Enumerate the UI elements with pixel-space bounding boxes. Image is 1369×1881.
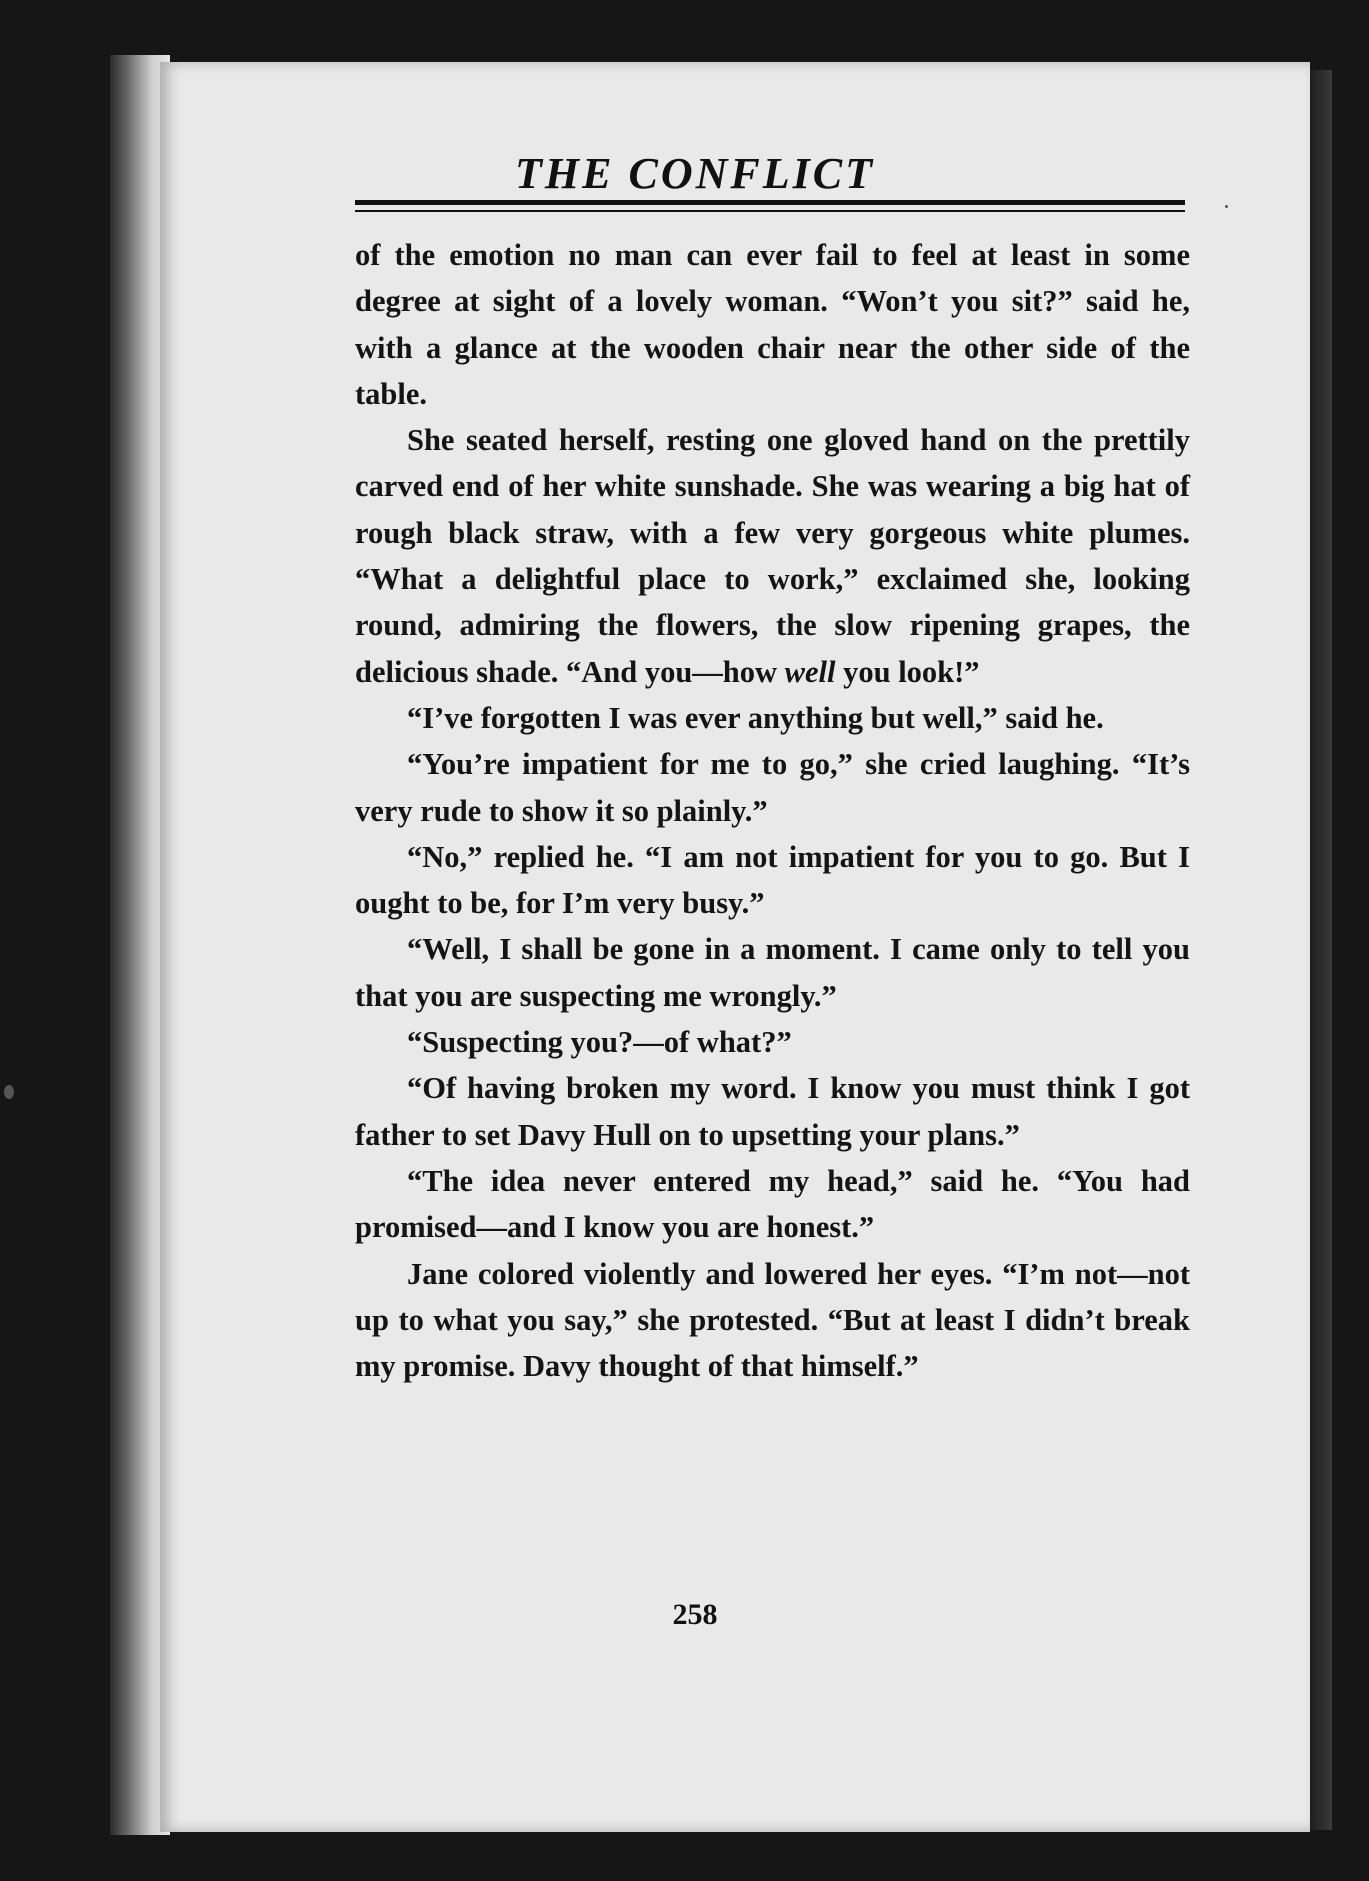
- paragraph-text: of the emotion no man can ever fail to feel at least in some degree at sight of a lovely woman. “Won’t you sit?” said he, with a glance at the wooden chair near the other side of the table.: [355, 238, 1190, 411]
- paragraph: [355, 1065, 1190, 1158]
- paragraph: [355, 1158, 1190, 1251]
- paragraph: [355, 1251, 1190, 1390]
- paragraph-text: “You’re impatient for me to go,” she cried laughing. “It’s very rude to show it so plainly.”: [355, 747, 1190, 828]
- paragraph-text: “The idea never entered my head,” said he. “You had promised—and I know you are honest.”: [355, 1163, 1190, 1245]
- header-rule-thin: [355, 210, 1185, 212]
- paragraph-text: She seated herself, resting one gloved hand on the prettily carved end of her white sunshade. She was wearing a big hat of rough black straw, with a few very gorgeous white plumes. “What a delightful place to work,” exclaimed she, looking round, admiring the flowers, the slow ripening grapes, the delicious shade. “And you—how: [355, 423, 1190, 689]
- paragraph-text: you look!”: [835, 654, 980, 689]
- paragraph-text: Jane colored violently and lowered her eyes. “I’m not—not up to what you say,” she protested. “But at least I didn’t break my promise. Davy thought of that himself.”: [355, 1256, 1190, 1384]
- facing-page-edge: [1310, 70, 1332, 1830]
- paragraph: [355, 926, 1190, 1019]
- paragraph: [355, 1019, 1190, 1065]
- paragraph-text: “Well, I shall be gone in a moment. I came only to tell you that you are suspecting me wrongly.”: [355, 932, 1190, 1013]
- body-text: [355, 232, 1190, 1389]
- paragraph-text: “I’ve forgotten I was ever anything but well,” said he.: [407, 700, 1104, 735]
- scan-speck: [4, 1085, 14, 1099]
- running-head: THE CONFLICT: [515, 149, 875, 198]
- page-number: 258: [672, 1598, 718, 1631]
- paragraph: [355, 741, 1190, 834]
- paragraph-text: “No,” replied he. “I am not impatient for you to go. But I ought to be, for I’m very busy.”: [355, 839, 1190, 921]
- emphasis-text: well: [784, 654, 836, 689]
- paragraph: [355, 695, 1190, 741]
- paragraph: [355, 417, 1190, 695]
- paragraph: [355, 834, 1190, 927]
- paragraph: [355, 232, 1190, 417]
- header-rule-thick: [355, 200, 1185, 205]
- scan-speck: [1225, 205, 1228, 208]
- paragraph-text: “Of having broken my word. I know you must think I got father to set Davy Hull on to upsetting your plans.”: [355, 1071, 1190, 1152]
- paragraph-text: “Suspecting you?—of what?”: [407, 1025, 792, 1060]
